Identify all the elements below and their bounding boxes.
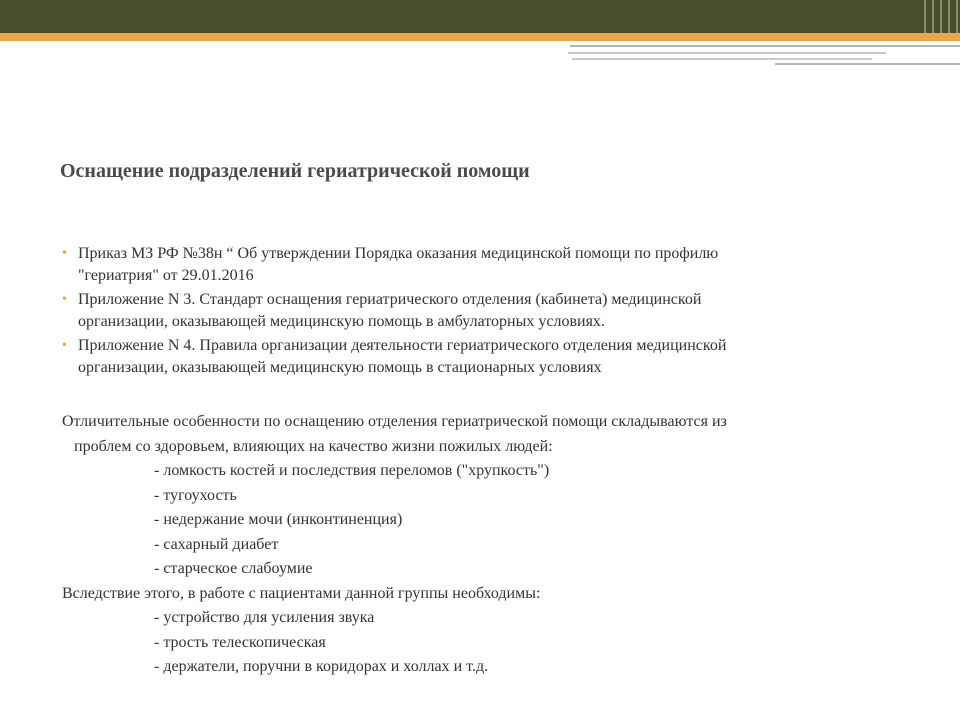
intro-line: Отличительные особенности по оснащению отделения гериатрической помощи складываются из	[62, 413, 727, 430]
need-item: - трость телескопическая	[154, 633, 326, 651]
bullet-icon: •	[62, 292, 67, 307]
header-stripes	[920, 0, 960, 33]
slide-title: Оснащение подразделений гериатрической помощи	[60, 160, 530, 182]
bullet-text-line: организации, оказывающей медицинскую помощь в амбулаторных условиях.	[78, 313, 605, 330]
stripe	[924, 0, 926, 33]
bullet-item	[62, 289, 892, 333]
intro-line: проблем со здоровьем, влияющих на качество жизни пожилых людей:	[74, 437, 553, 455]
bullet-list	[62, 243, 892, 381]
problem-item: - недержание мочи (инконтиненция)	[154, 511, 403, 528]
decor-line	[570, 45, 960, 47]
stripe	[956, 0, 958, 33]
problem-item: - сахарный диабет	[154, 535, 279, 553]
need-item: - держатели, поручни в коридорах и холлах и т.д.	[154, 658, 489, 675]
bullet-text-line: Приказ МЗ РФ №38н “ Об утверждении Порядка оказания медицинской помощи по профилю	[78, 245, 719, 262]
problem-item: - ломкость костей и последствия переломов ("хрупкость")	[154, 462, 550, 479]
bullet-item	[62, 243, 892, 287]
conclusion-line: Вследствие этого, в работе с пациентами данной группы необходимы:	[62, 584, 541, 602]
bullet-icon: •	[62, 338, 67, 353]
bullet-item	[62, 335, 892, 379]
header-accent-line	[0, 33, 960, 41]
body-text	[62, 410, 902, 680]
header-bar	[0, 0, 960, 33]
bullet-icon: •	[62, 246, 67, 261]
stripe	[940, 0, 942, 33]
bullet-text-line: "гериатрия" от 29.01.2016	[78, 267, 254, 284]
bullet-text-line: Приложение N 4. Правила организации деятельности гериатрического отделения медицинской	[78, 337, 727, 354]
decor-line	[775, 63, 960, 65]
problem-item: - тугоухость	[154, 486, 237, 504]
need-item: - устройство для усиления звука	[154, 609, 375, 626]
bullet-text-line: Приложение N 3. Стандарт оснащения гериатрического отделения (кабинета) медицинской	[78, 291, 702, 308]
decor-line	[568, 52, 886, 54]
decor-line	[572, 58, 872, 60]
stripe	[932, 0, 934, 33]
stripe	[948, 0, 950, 33]
intro-paragraph	[62, 410, 902, 459]
bullet-text-line: организации, оказывающей медицинскую помощь в стационарных условиях	[78, 359, 602, 376]
problem-item: - старческое слабоумие	[154, 560, 313, 577]
